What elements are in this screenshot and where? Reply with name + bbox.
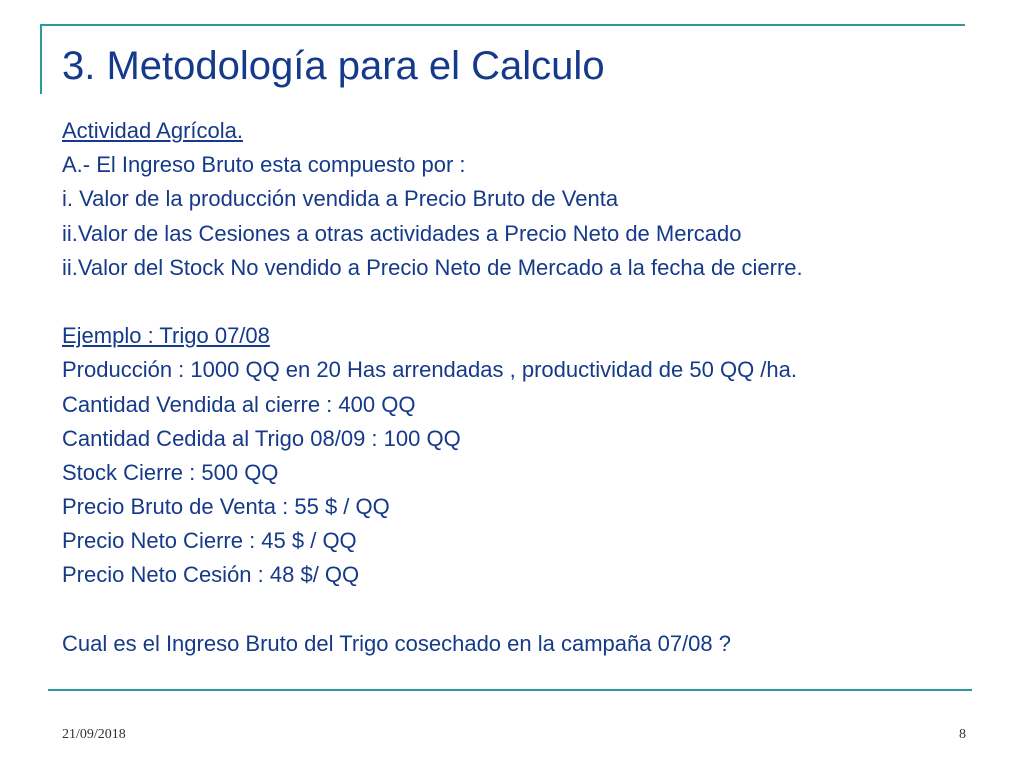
example-heading: Ejemplo : Trigo 07/08 (62, 323, 270, 349)
footer-date: 21/09/2018 (62, 727, 126, 742)
body-line: Cantidad Cedida al Trigo 08/09 : 100 QQ (62, 425, 461, 451)
left-rule (40, 24, 42, 94)
body-line: A.- El Ingreso Bruto esta compuesto por : (62, 152, 466, 178)
body-line: Precio Bruto de Venta : 55 $ / QQ (62, 494, 390, 520)
body-line: Precio Neto Cierre : 45 $ / QQ (62, 528, 357, 554)
slide-title: 3. Metodología para el Calculo (62, 44, 605, 88)
question-line: Cual es el Ingreso Bruto del Trigo cosechado en la campaña 07/08 ? (62, 630, 731, 656)
page-number: 8 (959, 727, 966, 742)
body-line: Cantidad Vendida al cierre : 400 QQ (62, 391, 416, 417)
bottom-rule (48, 689, 972, 691)
section-heading: Actividad Agrícola. (62, 118, 243, 143)
blank-line (62, 285, 992, 319)
body-line: ii.Valor de las Cesiones a otras actividades a Precio Neto de Mercado (62, 220, 742, 246)
body-line: Producción : 1000 QQ en 20 Has arrendadas , productividad de 50 QQ /ha. (62, 357, 798, 383)
body-line: ii.Valor del Stock No vendido a Precio Neto de Mercado a la fecha de cierre. (62, 254, 803, 280)
body-line: Stock Cierre : 500 QQ (62, 459, 279, 485)
blank-line (62, 593, 992, 627)
body-line: i. Valor de la producción vendida a Precio Bruto de Venta (62, 186, 619, 212)
top-rule (40, 24, 965, 26)
body-line: Precio Neto Cesión : 48 $/ QQ (62, 562, 360, 588)
slide-body (62, 114, 992, 661)
